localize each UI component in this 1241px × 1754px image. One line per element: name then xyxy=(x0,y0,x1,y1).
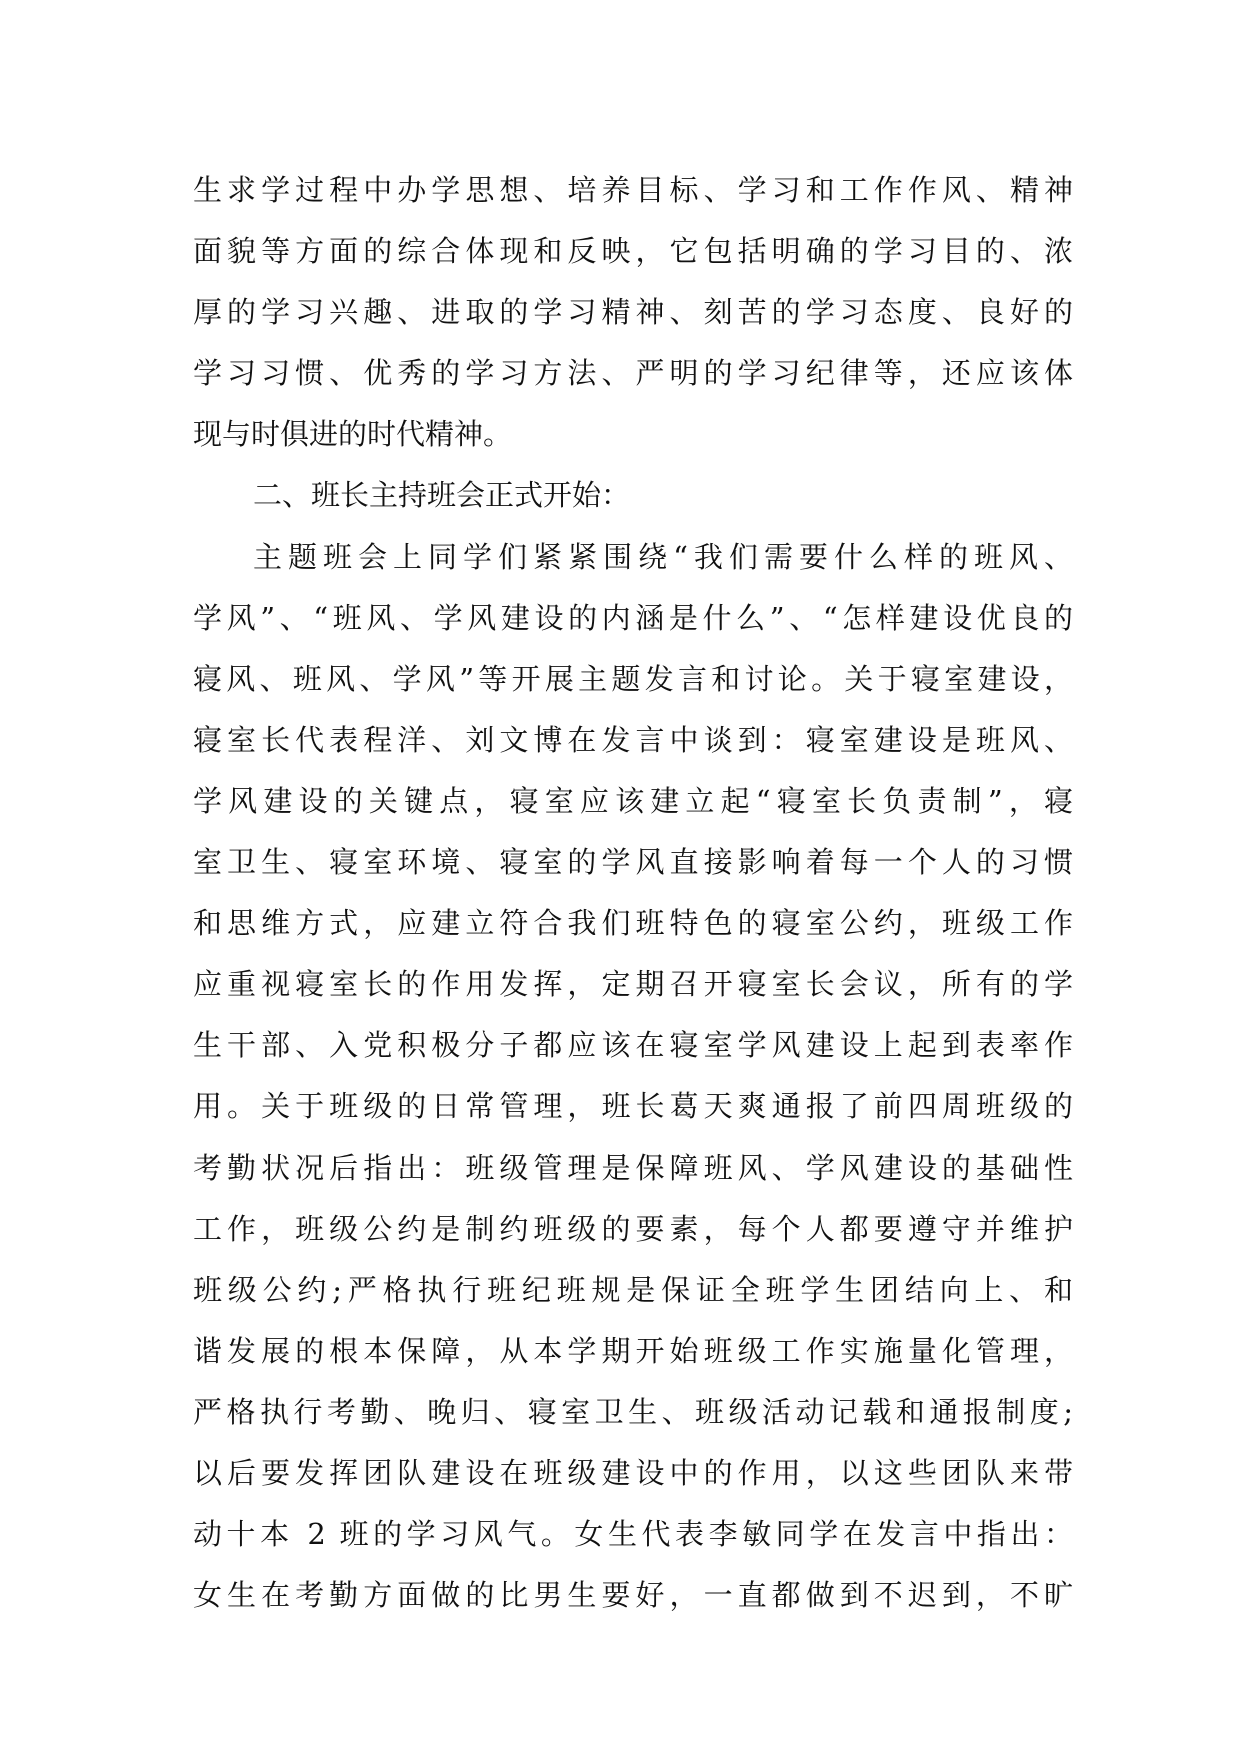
text-line: 动十本 2 班的学习风气。女生代表李敏同学在发言中指出： xyxy=(193,1517,1073,1552)
text-line: 学风建设的关键点，寝室应该建立起“寝室长负责制”，寝 xyxy=(193,783,1073,818)
text-line: 生求学过程中办学思想、培养目标、学习和工作作风、精神 xyxy=(193,173,1073,207)
text-line: 生干部、入党积极分子都应该在寝室学风建设上起到表率作 xyxy=(193,1028,1073,1063)
text-line: 厚的学习兴趣、进取的学习精神、刻苦的学习态度、良好的 xyxy=(193,295,1073,330)
text-line: 应重视寝室长的作用发挥，定期召开寝室长会议，所有的学 xyxy=(193,967,1073,1002)
section-heading: 二、班长主持班会正式开始： xyxy=(253,478,631,513)
text-line: 以后要发挥团队建设在班级建设中的作用，以这些团队来带 xyxy=(193,1455,1073,1490)
text-line: 主题班会上同学们紧紧围绕“我们需要什么样的班风、 xyxy=(253,539,1073,574)
body-text xyxy=(193,160,1073,1626)
text-line: 考勤状况后指出：班级管理是保障班风、学风建设的基础性 xyxy=(193,1150,1073,1185)
text-line: 和思维方式，应建立符合我们班特色的寝室公约，班级工作 xyxy=(193,906,1073,941)
text-line: 寝室长代表程洋、刘文博在发言中谈到：寝室建设是班风、 xyxy=(193,722,1073,757)
text-line: 工作，班级公约是制约班级的要素，每个人都要遵守并维护 xyxy=(193,1211,1073,1246)
text-line: 谐发展的根本保障，从本学期开始班级工作实施量化管理， xyxy=(193,1333,1073,1368)
text-line: 严格执行考勤、晚归、寝室卫生、班级活动记载和通报制度; xyxy=(193,1394,1073,1429)
text-line: 用。关于班级的日常管理，班长葛天爽通报了前四周班级的 xyxy=(193,1089,1073,1124)
text-line: 现与时俱进的时代精神。 xyxy=(193,417,513,452)
text-line: 学风”、“班风、学风建设的内涵是什么”、“怎样建设优良的 xyxy=(193,600,1073,635)
text-line: 面貌等方面的综合体现和反映，它包括明确的学习目的、浓 xyxy=(193,234,1073,269)
text-line: 学习习惯、优秀的学习方法、严明的学习纪律等，还应该体 xyxy=(193,356,1073,391)
text-line: 室卫生、寝室环境、寝室的学风直接影响着每一个人的习惯 xyxy=(193,845,1073,880)
text-line: 班级公约;严格执行班纪班规是保证全班学生团结向上、和 xyxy=(193,1272,1073,1307)
text-line: 寝风、班风、学风”等开展主题发言和讨论。关于寝室建设， xyxy=(193,661,1073,696)
text-line: 女生在考勤方面做的比男生要好，一直都做到不迟到，不旷 xyxy=(193,1578,1073,1613)
